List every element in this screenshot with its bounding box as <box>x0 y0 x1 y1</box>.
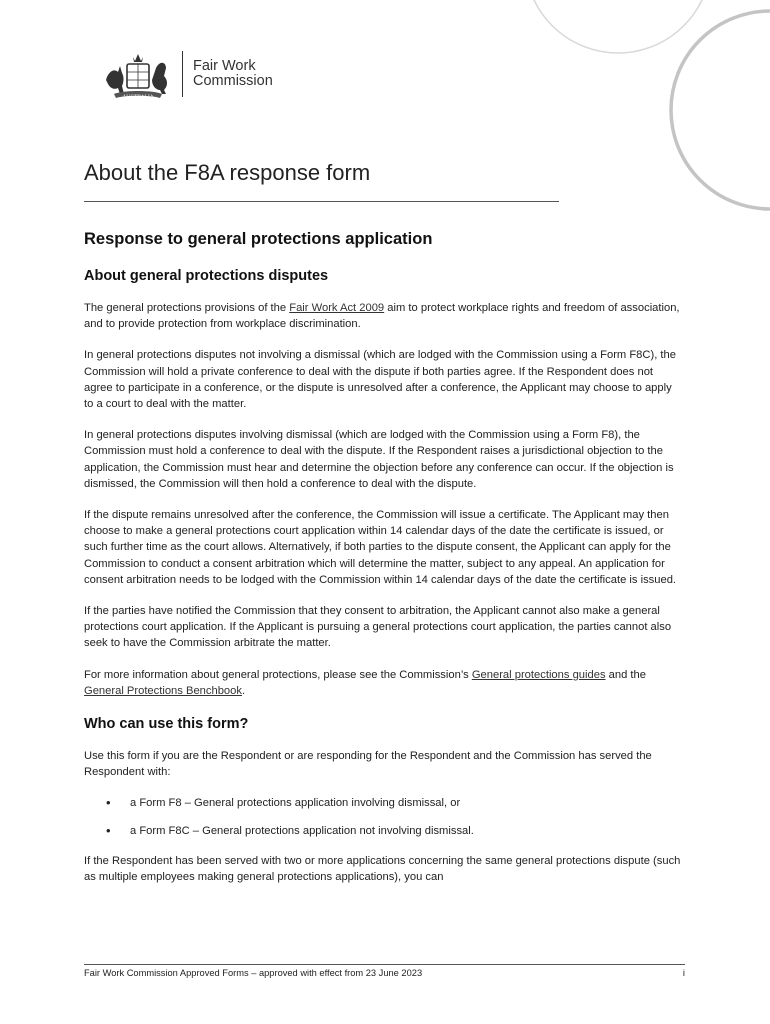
page-footer <box>84 966 685 980</box>
benchbook-link[interactable]: General Protections Benchbook <box>84 684 242 697</box>
form-list <box>84 795 684 838</box>
p6-text-after: . <box>241 684 246 697</box>
section-heading: Response to general protections application <box>84 230 433 248</box>
document-body <box>84 228 684 900</box>
logo-divider <box>182 51 183 97</box>
about-paragraph-6 <box>84 667 684 699</box>
coat-of-arms-icon <box>100 46 176 102</box>
p1-text-after: aim to protect workplace rights and freedom of association, and to provide protection from workplace discrimination. <box>84 302 680 331</box>
list-item: • a Form F8C – General protections application not involving dismissal. <box>84 823 684 839</box>
page-number: i <box>682 968 685 978</box>
logo-line-1: Fair Work <box>193 58 256 74</box>
logo-line-2: Commission <box>193 73 273 89</box>
general-protections-guides-link[interactable]: General protections guides <box>471 668 606 681</box>
p1-text-before: The general protections provisions of the <box>84 302 290 314</box>
who-heading: Who can use this form? <box>84 716 249 733</box>
svg-text:AUSTRALIA: AUSTRALIA <box>122 94 154 100</box>
footer-text: Fair Work Commission Approved Forms – approved with effect from 23 June 2023 <box>84 968 423 978</box>
who-paragraph-more: If the Respondent has been served with two or more applications concerning the same general protections dispute (such as multiple employees making general protections applications), you can <box>84 854 681 884</box>
list-item: • a Form F8 – General protections application involving dismissal, or <box>84 795 684 811</box>
who-intro: Use this form if you are the Respondent or are responding for the Respondent and the Commission has served the Respondent with: <box>84 750 652 779</box>
p6-text-middle: and the <box>605 668 646 681</box>
about-paragraph-4: If the dispute remains unresolved after the conference, the Commission will issue a certificate. The Applicant may then choose to make a general protections court application within 14 calendar days of the date the certificate is issued, or such further time as the court allows. Alternatively, if both parties to the dispute consent, the Applicant can apply for the Commission to conduct a consent arbitration which will determine the matter, subject to any appeal. An application for consent arbitration needs to be lodged with the Commission within 14 calendar days of the date the certificate is issued. <box>84 509 677 586</box>
footer-divider <box>84 964 685 965</box>
fair-work-commission-logo <box>100 46 273 102</box>
about-paragraph-2: In general protections disputes not involving a dismissal (which are lodged with the Commission using a Form F8C), the Commission will hold a private conference to deal with the dispute if both parties agree. If the Respondent does not agree to participate in a conference, or the dispute is unresolved after a conference, the Applicant may choose to apply to a court to deal with the matter. <box>84 349 676 411</box>
about-paragraph-3: In general protections disputes involving dismissal (which are lodged with the Commission using a Form F8), the Commission must hold a conference to deal with the dispute. If the Respondent raises a jurisdictional objection to the application, the Commission must hear and determine the objection before any conference can occur. If the objection is dismissed, the Commission will then hold a conference to deal with the dispute. <box>84 429 674 490</box>
logo-wordmark <box>193 59 273 89</box>
title-underline <box>84 201 559 202</box>
about-paragraph-1 <box>84 300 684 332</box>
page-title: About the F8A response form <box>84 160 371 185</box>
p6-text-before: For more information about general protections, please see the Commission’s <box>84 668 472 681</box>
about-paragraph-5: If the parties have notified the Commission that they consent to arbitration, the Applicant cannot also make a general protections court application. If the Applicant is pursuing a general protections court application, the parties cannot also seek to have the Commission arbitrate the matter. <box>84 605 672 650</box>
about-heading: About general protections disputes <box>84 268 329 284</box>
fair-work-act-link[interactable]: Fair Work Act 2009 <box>289 302 385 314</box>
